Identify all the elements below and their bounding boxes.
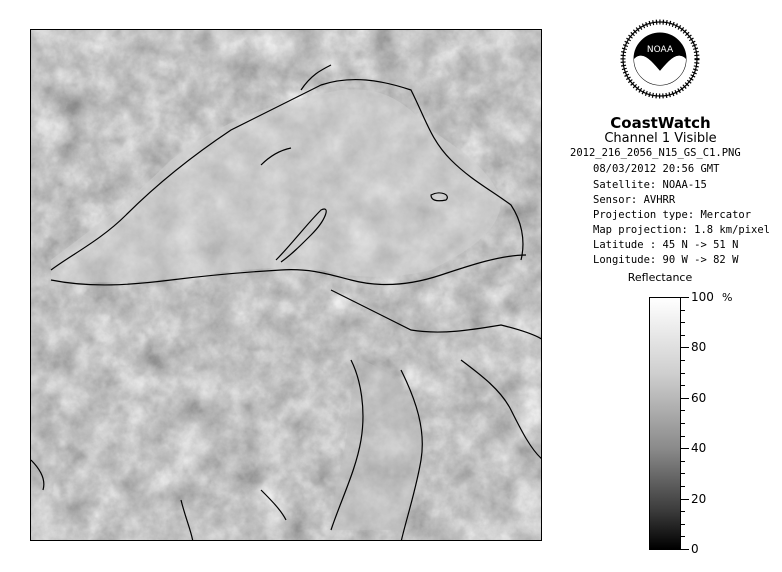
colorbar-minor-tick [681, 310, 685, 311]
satellite-image [30, 29, 542, 541]
colorbar-minor-tick [681, 423, 685, 424]
colorbar-tick-label: 100 [691, 290, 714, 304]
colorbar-tick-label: 0 [691, 542, 699, 556]
product-title: CoastWatch [610, 114, 711, 132]
latitude-range: Latitude : 45 N -> 51 N [593, 239, 739, 251]
colorbar-major-tick [681, 347, 689, 348]
map-projection: Map projection: 1.8 km/pixel [593, 224, 771, 236]
colorbar-minor-tick [681, 335, 685, 336]
colorbar-tick-label: 60 [691, 390, 707, 405]
colorbar-minor-tick [681, 322, 685, 323]
colorbar-major-tick [681, 448, 689, 449]
noaa-logo [620, 19, 700, 107]
colorbar [649, 297, 681, 550]
colorbar-minor-tick [681, 473, 685, 474]
sensor-info: Sensor: AVHRR [593, 194, 676, 206]
product-subtitle: Channel 1 Visible [604, 131, 717, 146]
filename: 2012_216_2056_N15_GS_C1.PNG [570, 147, 741, 159]
colorbar-tick-label: 40 [691, 441, 707, 456]
projection-type: Projection type: Mercator [593, 209, 752, 221]
colorbar-minor-tick [681, 410, 685, 411]
colorbar-minor-tick [681, 360, 685, 361]
colorbar-minor-tick [681, 511, 685, 512]
datetime: 08/03/2012 20:56 GMT [593, 163, 720, 175]
satellite-info: Satellite: NOAA-15 [593, 179, 707, 191]
colorbar-minor-tick [681, 461, 685, 462]
colorbar-major-tick [681, 297, 689, 298]
colorbar-major-tick [681, 398, 689, 399]
colorbar-minor-tick [681, 436, 685, 437]
colorbar-minor-tick [681, 373, 685, 374]
colorbar-major-tick [681, 499, 689, 500]
colorbar-title: Reflectance [627, 271, 693, 284]
logo-text: NOAA [646, 45, 674, 55]
longitude-range: Longitude: 90 W -> 82 W [593, 254, 739, 266]
colorbar-ticks [681, 290, 741, 556]
colorbar-minor-tick [681, 486, 685, 487]
colorbar-minor-tick [681, 536, 685, 537]
colorbar-major-tick [681, 549, 689, 550]
colorbar-minor-tick [681, 385, 685, 386]
colorbar-minor-tick [681, 524, 685, 525]
colorbar-tick-label: 20 [691, 491, 707, 506]
colorbar-unit: % [722, 291, 733, 304]
colorbar-tick-label: 80 [691, 340, 707, 355]
